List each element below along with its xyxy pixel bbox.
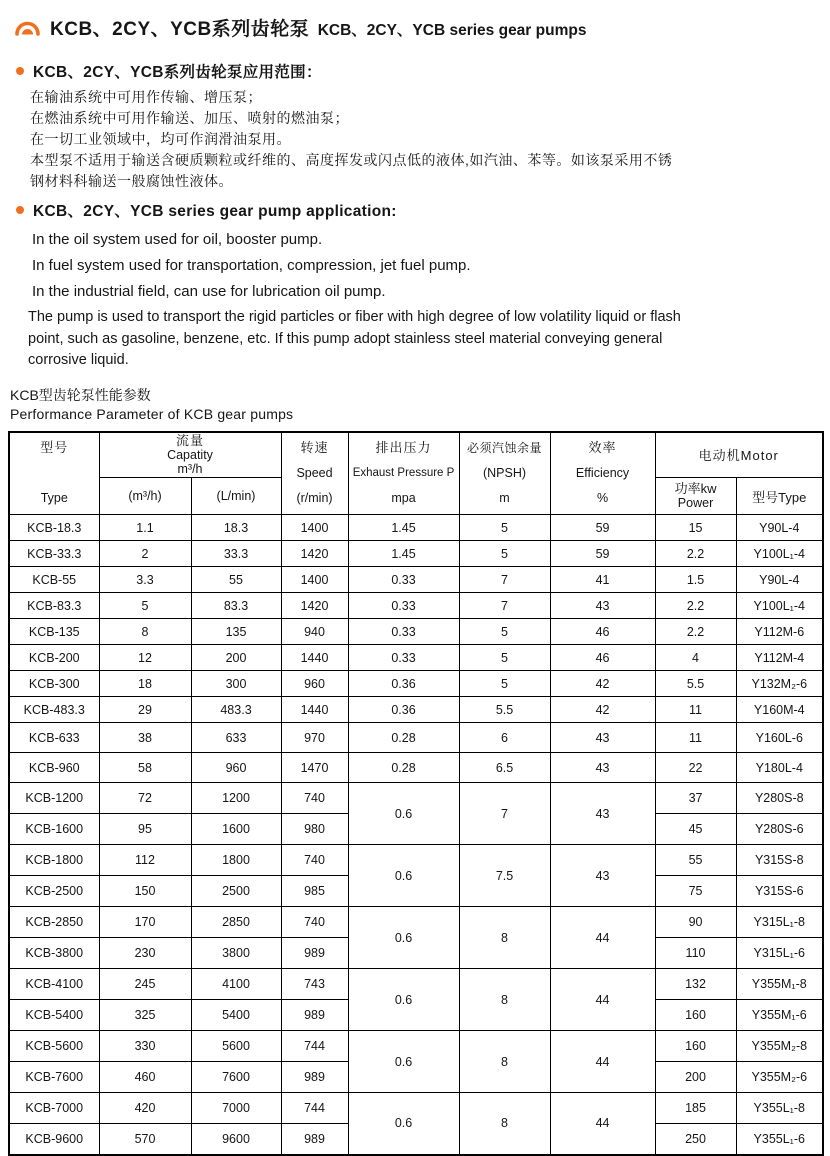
cell-npsh: 5.5 bbox=[459, 697, 550, 723]
header-type-en: Type bbox=[40, 491, 68, 506]
table-row bbox=[9, 907, 823, 938]
cell-motor: Y160M-4 bbox=[736, 697, 823, 723]
cell-eff: 46 bbox=[550, 645, 655, 671]
cell-speed: 1400 bbox=[281, 515, 348, 541]
cell-power: 37 bbox=[655, 783, 736, 814]
application-paragraph-en bbox=[28, 307, 822, 372]
table-row bbox=[9, 671, 823, 697]
cell-type: KCB-1800 bbox=[9, 845, 99, 876]
cell-eff-merged: 44 bbox=[550, 907, 655, 969]
cell-motor: Y315S-6 bbox=[736, 876, 823, 907]
cell-speed: 1400 bbox=[281, 567, 348, 593]
cell-motor: Y112M-4 bbox=[736, 645, 823, 671]
brand-arc-logo-icon bbox=[14, 19, 41, 37]
cell-power: 11 bbox=[655, 723, 736, 753]
cell-eff-merged: 44 bbox=[550, 1093, 655, 1155]
cell-eff: 43 bbox=[550, 753, 655, 783]
zh-line: 在一切工业领域中，均可作润滑油泵用。 bbox=[30, 131, 291, 147]
cell-eff: 42 bbox=[550, 697, 655, 723]
cell-lmin: 83.3 bbox=[191, 593, 281, 619]
header-motor-power-zh: 功率kw bbox=[674, 481, 717, 496]
cell-type: KCB-18.3 bbox=[9, 515, 99, 541]
cell-speed: 970 bbox=[281, 723, 348, 753]
cell-npsh: 6 bbox=[459, 723, 550, 753]
header-npsh-unit: m bbox=[499, 491, 510, 506]
cell-speed: 740 bbox=[281, 783, 348, 814]
cell-eff-merged: 44 bbox=[550, 969, 655, 1031]
cell-motor: Y100L₁-4 bbox=[736, 541, 823, 567]
table-row bbox=[9, 1093, 823, 1124]
cell-m3h: 58 bbox=[99, 753, 191, 783]
header-pressure bbox=[348, 432, 459, 515]
cell-lmin: 200 bbox=[191, 645, 281, 671]
header-type bbox=[9, 432, 99, 515]
cell-eff: 43 bbox=[550, 723, 655, 753]
cell-m3h: 29 bbox=[99, 697, 191, 723]
header-capacity bbox=[99, 432, 281, 478]
cell-power: 160 bbox=[655, 1000, 736, 1031]
cell-pressure: 0.33 bbox=[348, 593, 459, 619]
cell-power: 5.5 bbox=[655, 671, 736, 697]
table-header-row-1 bbox=[9, 432, 823, 478]
page-title-zh: KCB、2CY、YCB系列齿轮泵 bbox=[50, 19, 310, 40]
table-title-en: Performance Parameter of KCB gear pumps bbox=[10, 405, 294, 422]
cell-speed: 743 bbox=[281, 969, 348, 1000]
cell-npsh: 7 bbox=[459, 593, 550, 619]
header-speed bbox=[281, 432, 348, 515]
cell-pressure-merged: 0.6 bbox=[348, 969, 459, 1031]
cell-pressure: 0.33 bbox=[348, 645, 459, 671]
cell-npsh-merged: 7 bbox=[459, 783, 550, 845]
cell-type: KCB-7000 bbox=[9, 1093, 99, 1124]
cell-speed: 989 bbox=[281, 1062, 348, 1093]
cell-power: 45 bbox=[655, 814, 736, 845]
application-body-en bbox=[32, 227, 822, 305]
en-para-line: corrosive liquid. bbox=[28, 352, 129, 368]
cell-lmin: 4100 bbox=[191, 969, 281, 1000]
cell-m3h: 245 bbox=[99, 969, 191, 1000]
application-heading-en: KCB、2CY、YCB series gear pump application: bbox=[33, 203, 397, 220]
table-row bbox=[9, 753, 823, 783]
cell-npsh-merged: 7.5 bbox=[459, 845, 550, 907]
header-motor-power-en: Power bbox=[677, 496, 714, 510]
table-row bbox=[9, 593, 823, 619]
cell-power: 75 bbox=[655, 876, 736, 907]
header-capacity-en: Capatity bbox=[167, 447, 213, 462]
header-pressure-zh: 排出压力 bbox=[375, 440, 432, 456]
cell-m3h: 460 bbox=[99, 1062, 191, 1093]
cell-eff: 46 bbox=[550, 619, 655, 645]
cell-speed: 1470 bbox=[281, 753, 348, 783]
cell-lmin: 2500 bbox=[191, 876, 281, 907]
header-motor bbox=[655, 432, 823, 478]
cell-m3h: 330 bbox=[99, 1031, 191, 1062]
cell-type: KCB-2850 bbox=[9, 907, 99, 938]
cell-lmin: 18.3 bbox=[191, 515, 281, 541]
cell-speed: 744 bbox=[281, 1031, 348, 1062]
cell-motor: Y315L₁-8 bbox=[736, 907, 823, 938]
table-row bbox=[9, 541, 823, 567]
cell-power: 185 bbox=[655, 1093, 736, 1124]
cell-motor: Y315S-8 bbox=[736, 845, 823, 876]
cell-motor: Y355M₂-8 bbox=[736, 1031, 823, 1062]
header-capacity-lmin: (L/min) bbox=[191, 478, 281, 515]
cell-speed: 1440 bbox=[281, 645, 348, 671]
table-row bbox=[9, 515, 823, 541]
table-row bbox=[9, 1031, 823, 1062]
bullet-icon bbox=[16, 206, 24, 214]
table-row bbox=[9, 969, 823, 1000]
cell-pressure: 0.36 bbox=[348, 671, 459, 697]
cell-m3h: 38 bbox=[99, 723, 191, 753]
cell-npsh: 5 bbox=[459, 645, 550, 671]
cell-eff-merged: 43 bbox=[550, 783, 655, 845]
cell-m3h: 3.3 bbox=[99, 567, 191, 593]
zh-line: 钢材料科输送一般腐蚀性液体。 bbox=[30, 173, 233, 189]
cell-npsh: 6.5 bbox=[459, 753, 550, 783]
cell-pressure: 0.28 bbox=[348, 723, 459, 753]
application-body-zh bbox=[30, 87, 822, 192]
cell-type: KCB-135 bbox=[9, 619, 99, 645]
table-row bbox=[9, 783, 823, 814]
cell-speed: 960 bbox=[281, 671, 348, 697]
cell-lmin: 1600 bbox=[191, 814, 281, 845]
header-efficiency-unit: % bbox=[596, 491, 609, 506]
header-npsh-zh: 必须汽蚀余量 bbox=[467, 441, 543, 456]
header-motor-power bbox=[655, 478, 736, 515]
cell-lmin: 33.3 bbox=[191, 541, 281, 567]
cell-motor: Y280S-6 bbox=[736, 814, 823, 845]
header-capacity-zh: 流量 bbox=[176, 432, 205, 448]
cell-lmin: 7600 bbox=[191, 1062, 281, 1093]
bullet-icon bbox=[16, 67, 24, 75]
header-pressure-unit: mpa bbox=[391, 491, 416, 506]
cell-speed: 1420 bbox=[281, 593, 348, 619]
table-row bbox=[9, 697, 823, 723]
cell-npsh: 5 bbox=[459, 671, 550, 697]
cell-lmin: 633 bbox=[191, 723, 281, 753]
header-efficiency-en: Efficiency bbox=[575, 466, 630, 481]
cell-lmin: 5600 bbox=[191, 1031, 281, 1062]
cell-pressure-merged: 0.6 bbox=[348, 845, 459, 907]
cell-lmin: 2850 bbox=[191, 907, 281, 938]
table-row bbox=[9, 845, 823, 876]
table-row bbox=[9, 619, 823, 645]
cell-power: 1.5 bbox=[655, 567, 736, 593]
cell-m3h: 570 bbox=[99, 1124, 191, 1155]
cell-lmin: 3800 bbox=[191, 938, 281, 969]
cell-m3h: 12 bbox=[99, 645, 191, 671]
cell-lmin: 135 bbox=[191, 619, 281, 645]
cell-power: 55 bbox=[655, 845, 736, 876]
cell-m3h: 95 bbox=[99, 814, 191, 845]
cell-power: 22 bbox=[655, 753, 736, 783]
cell-speed: 740 bbox=[281, 845, 348, 876]
cell-speed: 985 bbox=[281, 876, 348, 907]
en-line: In the industrial field, can use for lubrication oil pump. bbox=[32, 283, 386, 300]
cell-m3h: 150 bbox=[99, 876, 191, 907]
cell-pressure: 1.45 bbox=[348, 541, 459, 567]
cell-pressure-merged: 0.6 bbox=[348, 907, 459, 969]
cell-power: 160 bbox=[655, 1031, 736, 1062]
cell-m3h: 18 bbox=[99, 671, 191, 697]
cell-power: 250 bbox=[655, 1124, 736, 1155]
cell-power: 2.2 bbox=[655, 541, 736, 567]
cell-pressure-merged: 0.6 bbox=[348, 1031, 459, 1093]
cell-m3h: 420 bbox=[99, 1093, 191, 1124]
cell-type: KCB-200 bbox=[9, 645, 99, 671]
cell-motor: Y280S-8 bbox=[736, 783, 823, 814]
header-capacity-unit: m³/h bbox=[177, 461, 203, 476]
cell-type: KCB-4100 bbox=[9, 969, 99, 1000]
cell-pressure: 0.33 bbox=[348, 619, 459, 645]
cell-motor: Y355L₁-6 bbox=[736, 1124, 823, 1155]
cell-speed: 989 bbox=[281, 938, 348, 969]
cell-motor: Y355M₁-8 bbox=[736, 969, 823, 1000]
cell-lmin: 300 bbox=[191, 671, 281, 697]
cell-eff: 41 bbox=[550, 567, 655, 593]
cell-type: KCB-483.3 bbox=[9, 697, 99, 723]
zh-line: 在燃油系统中可用作输送、加压、喷射的燃油泵； bbox=[30, 110, 349, 126]
cell-lmin: 1200 bbox=[191, 783, 281, 814]
header-motor-type: 型号Type bbox=[736, 478, 823, 515]
cell-eff: 42 bbox=[550, 671, 655, 697]
cell-type: KCB-960 bbox=[9, 753, 99, 783]
table-row bbox=[9, 645, 823, 671]
cell-lmin: 55 bbox=[191, 567, 281, 593]
cell-power: 11 bbox=[655, 697, 736, 723]
cell-m3h: 1.1 bbox=[99, 515, 191, 541]
cell-type: KCB-5600 bbox=[9, 1031, 99, 1062]
cell-pressure: 0.28 bbox=[348, 753, 459, 783]
cell-power: 132 bbox=[655, 969, 736, 1000]
cell-eff-merged: 43 bbox=[550, 845, 655, 907]
cell-pressure-merged: 0.6 bbox=[348, 783, 459, 845]
cell-pressure: 1.45 bbox=[348, 515, 459, 541]
cell-motor: Y132M₂-6 bbox=[736, 671, 823, 697]
cell-m3h: 72 bbox=[99, 783, 191, 814]
cell-speed: 989 bbox=[281, 1000, 348, 1031]
cell-npsh: 7 bbox=[459, 567, 550, 593]
cell-npsh-merged: 8 bbox=[459, 1093, 550, 1155]
cell-motor: Y112M-6 bbox=[736, 619, 823, 645]
cell-m3h: 5 bbox=[99, 593, 191, 619]
header-pressure-en: Exhaust Pressure P bbox=[352, 467, 455, 480]
en-para-line: The pump is used to transport the rigid particles or fiber with high degree of low volatility liquid or flash bbox=[28, 309, 681, 325]
cell-motor: Y100L₁-4 bbox=[736, 593, 823, 619]
header-speed-zh: 转速 bbox=[300, 440, 329, 456]
cell-motor: Y160L-6 bbox=[736, 723, 823, 753]
page-title bbox=[50, 14, 586, 41]
cell-type: KCB-300 bbox=[9, 671, 99, 697]
performance-table bbox=[8, 431, 824, 1156]
cell-m3h: 325 bbox=[99, 1000, 191, 1031]
cell-type: KCB-83.3 bbox=[9, 593, 99, 619]
application-heading-zh: KCB、2CY、YCB系列齿轮泵应用范围： bbox=[33, 64, 322, 81]
cell-power: 2.2 bbox=[655, 593, 736, 619]
cell-power: 90 bbox=[655, 907, 736, 938]
cell-power: 15 bbox=[655, 515, 736, 541]
cell-eff: 59 bbox=[550, 515, 655, 541]
cell-m3h: 230 bbox=[99, 938, 191, 969]
cell-motor: Y90L-4 bbox=[736, 515, 823, 541]
cell-speed: 740 bbox=[281, 907, 348, 938]
cell-motor: Y355M₂-6 bbox=[736, 1062, 823, 1093]
cell-type: KCB-3800 bbox=[9, 938, 99, 969]
cell-power: 4 bbox=[655, 645, 736, 671]
page-title-row bbox=[8, 14, 822, 41]
cell-power: 200 bbox=[655, 1062, 736, 1093]
cell-type: KCB-633 bbox=[9, 723, 99, 753]
cell-type: KCB-33.3 bbox=[9, 541, 99, 567]
header-npsh bbox=[459, 432, 550, 515]
cell-motor: Y355M₁-6 bbox=[736, 1000, 823, 1031]
cell-m3h: 170 bbox=[99, 907, 191, 938]
header-npsh-en: (NPSH) bbox=[482, 466, 527, 481]
cell-pressure: 0.36 bbox=[348, 697, 459, 723]
cell-npsh: 5 bbox=[459, 515, 550, 541]
en-para-line: point, such as gasoline, benzene, etc. If this pump adopt stainless steel material conveying general bbox=[28, 330, 663, 347]
cell-m3h: 112 bbox=[99, 845, 191, 876]
cell-type: KCB-5400 bbox=[9, 1000, 99, 1031]
cell-speed: 744 bbox=[281, 1093, 348, 1124]
header-capacity-m3h: (m³/h) bbox=[99, 478, 191, 515]
page-title-en: KCB、2CY、YCB series gear pumps bbox=[317, 22, 587, 39]
cell-m3h: 2 bbox=[99, 541, 191, 567]
cell-type: KCB-9600 bbox=[9, 1124, 99, 1155]
cell-m3h: 8 bbox=[99, 619, 191, 645]
zh-line: 本型泵不适用于输送含硬质颗粒或纤维的、高度挥发或闪点低的液体,如汽油、苯等。如该泵采用不锈 bbox=[30, 152, 673, 168]
cell-npsh-merged: 8 bbox=[459, 969, 550, 1031]
application-heading-en-row bbox=[8, 199, 822, 221]
en-line: In fuel system used for transportation, compression, jet fuel pump. bbox=[32, 257, 471, 274]
cell-pressure-merged: 0.6 bbox=[348, 1093, 459, 1155]
table-row bbox=[9, 567, 823, 593]
cell-lmin: 7000 bbox=[191, 1093, 281, 1124]
header-speed-en: Speed bbox=[296, 466, 333, 481]
cell-motor: Y180L-4 bbox=[736, 753, 823, 783]
header-motor-label: 电动机Motor bbox=[698, 448, 779, 464]
cell-npsh-merged: 8 bbox=[459, 1031, 550, 1093]
cell-eff-merged: 44 bbox=[550, 1031, 655, 1093]
cell-speed: 1440 bbox=[281, 697, 348, 723]
cell-lmin: 5400 bbox=[191, 1000, 281, 1031]
cell-lmin: 483.3 bbox=[191, 697, 281, 723]
cell-lmin: 9600 bbox=[191, 1124, 281, 1155]
cell-motor: Y355L₁-8 bbox=[736, 1093, 823, 1124]
cell-type: KCB-1200 bbox=[9, 783, 99, 814]
header-efficiency bbox=[550, 432, 655, 515]
table-title bbox=[10, 386, 822, 424]
cell-npsh: 5 bbox=[459, 541, 550, 567]
cell-type: KCB-55 bbox=[9, 567, 99, 593]
cell-lmin: 960 bbox=[191, 753, 281, 783]
en-line: In the oil system used for oil, booster pump. bbox=[32, 231, 323, 248]
cell-speed: 980 bbox=[281, 814, 348, 845]
cell-speed: 1420 bbox=[281, 541, 348, 567]
cell-motor: Y90L-4 bbox=[736, 567, 823, 593]
cell-eff: 59 bbox=[550, 541, 655, 567]
table-row bbox=[9, 723, 823, 753]
header-type-zh: 型号 bbox=[40, 440, 69, 456]
zh-line: 在输油系统中可用作传输、增压泵； bbox=[30, 89, 262, 105]
cell-npsh-merged: 8 bbox=[459, 907, 550, 969]
header-efficiency-zh: 效率 bbox=[588, 440, 617, 456]
header-speed-unit: (r/min) bbox=[296, 491, 333, 506]
cell-lmin: 1800 bbox=[191, 845, 281, 876]
cell-power: 2.2 bbox=[655, 619, 736, 645]
cell-motor: Y315L₁-6 bbox=[736, 938, 823, 969]
cell-speed: 989 bbox=[281, 1124, 348, 1155]
cell-pressure: 0.33 bbox=[348, 567, 459, 593]
cell-power: 110 bbox=[655, 938, 736, 969]
cell-type: KCB-7600 bbox=[9, 1062, 99, 1093]
cell-speed: 940 bbox=[281, 619, 348, 645]
application-heading-zh-row bbox=[8, 60, 822, 82]
cell-eff: 43 bbox=[550, 593, 655, 619]
cell-type: KCB-2500 bbox=[9, 876, 99, 907]
cell-type: KCB-1600 bbox=[9, 814, 99, 845]
cell-npsh: 5 bbox=[459, 619, 550, 645]
table-title-zh: KCB型齿轮泵性能参数 bbox=[10, 386, 151, 403]
